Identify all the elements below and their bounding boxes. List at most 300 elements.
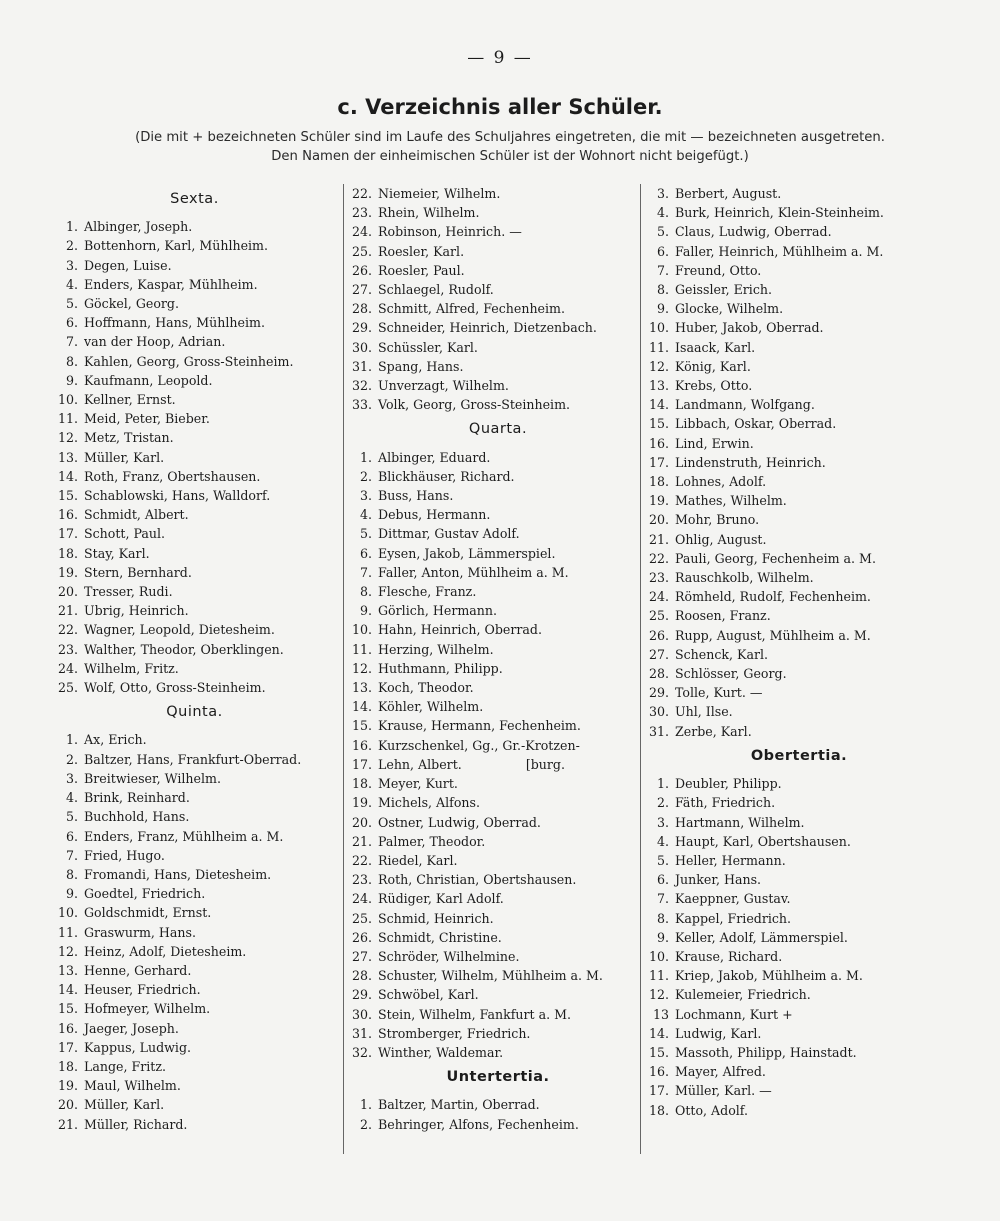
- entry-name: Müller, Karl.: [84, 449, 165, 465]
- student-entry: [649, 947, 949, 966]
- entry-number: 31.: [352, 1025, 373, 1041]
- entry-number: 3.: [656, 814, 669, 830]
- entry-name: Dittmar, Gustav Adolf.: [378, 526, 520, 542]
- student-entry: [649, 510, 949, 529]
- student-entry: [649, 626, 949, 645]
- entry-number: 12.: [352, 660, 373, 676]
- entry-number: 20.: [57, 1097, 78, 1113]
- entry-number: 9.: [656, 929, 669, 945]
- student-entry: [649, 664, 949, 683]
- student-entry: [352, 832, 644, 851]
- entry-name: Niemeier, Wilhelm.: [378, 186, 501, 201]
- student-entry: [52, 865, 337, 884]
- student-entry: [52, 524, 337, 543]
- entry-name: Kappus, Ludwig.: [84, 1039, 192, 1055]
- student-entry: [352, 563, 644, 582]
- student-entry: [352, 659, 644, 678]
- student-entry: [52, 371, 337, 390]
- entry-number: 21.: [352, 833, 373, 849]
- entry-name: Heller, Hermann.: [675, 852, 786, 868]
- student-entry: [352, 1043, 644, 1062]
- entry-name: Schröder, Wilhelmine.: [378, 948, 520, 964]
- entry-name: Heuser, Friedrich.: [84, 982, 201, 998]
- entry-number: 10.: [57, 392, 78, 408]
- entry-name: Unverzagt, Wilhelm.: [378, 378, 509, 394]
- entry-number: 16.: [649, 435, 670, 451]
- entry-name: Mayer, Alfred.: [675, 1064, 766, 1080]
- student-entry: [649, 1024, 949, 1043]
- entry-name: Robinson, Heinrich. —: [378, 224, 522, 240]
- section-heading: Quinta.: [166, 704, 223, 721]
- entry-number: 4.: [656, 205, 669, 221]
- entry-name: Enders, Franz, Mühlheim a. M.: [84, 828, 284, 844]
- entry-number: 8.: [656, 910, 669, 926]
- entry-name: Jaeger, Joseph.: [84, 1020, 179, 1036]
- student-entry: [649, 985, 949, 1004]
- student-entry: [52, 903, 337, 922]
- entry-name: Mathes, Wilhelm.: [675, 493, 787, 509]
- entry-name: Roosen, Franz.: [675, 608, 771, 624]
- entry-name: Fromandi, Hans, Dietesheim.: [84, 866, 272, 882]
- student-list: [52, 730, 337, 1133]
- entry-name: Schablowski, Hans, Walldorf.: [84, 488, 271, 504]
- student-entry: [352, 928, 644, 947]
- section-heading: Sexta.: [170, 191, 219, 207]
- student-entry: [52, 788, 337, 807]
- student-entry: [649, 832, 949, 851]
- entry-name: Keller, Adolf, Lämmerspiel.: [675, 929, 848, 945]
- entry-name: Schlösser, Georg.: [675, 666, 787, 682]
- student-entry: [649, 299, 949, 318]
- column-2: [343, 184, 644, 1154]
- entry-number: 28.: [352, 301, 373, 317]
- student-entry: [52, 563, 337, 582]
- entry-number: 15.: [57, 488, 78, 504]
- entry-name: Schüssler, Karl.: [378, 339, 478, 355]
- entry-number: 6.: [656, 872, 669, 888]
- entry-name: Volk, Georg, Gross-Steinheim.: [378, 397, 571, 413]
- entry-number: 15.: [649, 1044, 670, 1060]
- student-entry: [352, 582, 644, 601]
- student-entry: [352, 395, 644, 414]
- entry-number: 5.: [65, 296, 78, 312]
- entry-name: Landmann, Wolfgang.: [675, 397, 815, 413]
- entry-name: Lohnes, Adolf.: [675, 474, 767, 490]
- entry-number: 1.: [359, 1097, 372, 1113]
- entry-name: Henne, Gerhard.: [84, 962, 192, 978]
- entry-name: Winther, Waldemar.: [378, 1044, 504, 1060]
- entry-name: Goldschmidt, Ernst.: [84, 905, 212, 921]
- student-entry: [649, 909, 949, 928]
- student-entry: [52, 332, 337, 351]
- intro-note: [40, 128, 980, 166]
- entry-name: Krause, Richard.: [675, 948, 783, 964]
- student-entry: [352, 813, 644, 832]
- entry-name: Albinger, Joseph.: [84, 219, 193, 235]
- entry-number: 23.: [649, 570, 670, 586]
- student-entry: [352, 774, 644, 793]
- student-entry: [649, 851, 949, 870]
- student-entry: [52, 807, 337, 826]
- entry-number: 19.: [649, 493, 670, 509]
- entry-name: Kaeppner, Gustav.: [675, 891, 791, 907]
- entry-name: König, Karl.: [675, 358, 751, 374]
- entry-name: Breitwieser, Wilhelm.: [84, 770, 221, 786]
- student-entry: [649, 357, 949, 376]
- entry-number: 27.: [352, 948, 373, 964]
- entry-number: 19.: [352, 795, 373, 811]
- entry-number: 7.: [656, 262, 669, 278]
- entry-name: Kahlen, Georg, Gross-Steinheim.: [84, 353, 294, 369]
- student-entry: [649, 530, 949, 549]
- student-list: [52, 217, 337, 697]
- column-1: [52, 184, 337, 1134]
- entry-number: 9.: [359, 603, 372, 619]
- student-entry: [52, 582, 337, 601]
- student-list: [649, 774, 949, 1120]
- student-entry: [352, 966, 644, 985]
- entry-name: Baltzer, Martin, Oberrad.: [378, 1097, 540, 1113]
- student-entry: [352, 1115, 644, 1134]
- entry-name: Flesche, Franz.: [378, 584, 477, 600]
- student-entry: [52, 217, 337, 236]
- student-entry: [52, 999, 337, 1018]
- student-list: [352, 448, 644, 1063]
- entry-name: Müller, Karl. —: [675, 1083, 772, 1099]
- student-entry: [52, 486, 337, 505]
- student-entry: [52, 1095, 337, 1114]
- entry-number: 15.: [649, 416, 670, 432]
- entry-name: Burk, Heinrich, Klein-Steinheim.: [675, 205, 884, 221]
- entry-number: 14.: [57, 468, 78, 484]
- student-entry: [352, 736, 644, 755]
- entry-name: Kaufmann, Leopold.: [84, 372, 213, 388]
- entry-number: 16.: [352, 737, 373, 753]
- student-entry: [352, 467, 644, 486]
- entry-name: Schlaegel, Rudolf.: [378, 282, 494, 298]
- entry-name: Müller, Karl.: [84, 1097, 165, 1113]
- entry-name: Huthmann, Philipp.: [378, 660, 503, 676]
- entry-name: Römheld, Rudolf, Fechenheim.: [675, 589, 871, 605]
- entry-number: 29.: [352, 987, 373, 1003]
- entry-name: Wagner, Leopold, Dietesheim.: [84, 622, 275, 638]
- student-entry: [352, 716, 644, 735]
- entry-number: 5.: [359, 526, 372, 542]
- student-entry: [52, 1076, 337, 1095]
- entry-name: Schneider, Heinrich, Dietzenbach.: [378, 320, 597, 336]
- entry-number: 25.: [649, 608, 670, 624]
- entry-name: Göckel, Georg.: [84, 296, 179, 312]
- entry-number: 18.: [649, 1102, 670, 1118]
- entry-name: Debus, Hermann.: [378, 507, 491, 523]
- student-entry: [352, 601, 644, 620]
- entry-name: Ax, Erich.: [84, 732, 147, 748]
- student-entry: [649, 722, 949, 741]
- entry-name: Bottenhorn, Karl, Mühlheim.: [84, 238, 269, 254]
- entry-number: 24.: [352, 224, 373, 240]
- entry-name: Hoffmann, Hans, Mühlheim.: [84, 315, 265, 331]
- entry-number: 13: [652, 1006, 669, 1022]
- student-entry: [649, 587, 949, 606]
- entry-name: Huber, Jakob, Oberrad.: [675, 320, 824, 336]
- student-entry: [649, 453, 949, 472]
- entry-number: 18.: [57, 545, 78, 561]
- entry-number: 26.: [352, 929, 373, 945]
- student-entry: [649, 491, 949, 510]
- entry-number: 6.: [359, 545, 372, 561]
- student-entry: [649, 242, 949, 261]
- entry-number: 7.: [359, 564, 372, 580]
- student-entry: [352, 985, 644, 1004]
- page-title: c. Verzeichnis aller Schüler.: [337, 95, 663, 119]
- entry-name: Lochmann, Kurt +: [675, 1006, 793, 1022]
- student-entry: [52, 256, 337, 275]
- intro-line: Den Namen der einheimischen Schüler ist der Wohnort nicht beigefügt.): [271, 149, 749, 164]
- entry-name: Krebs, Otto.: [675, 378, 753, 394]
- student-entry: [649, 472, 949, 491]
- entry-name: Lange, Fritz.: [84, 1058, 166, 1074]
- student-entry: [52, 294, 337, 313]
- entry-number: 25.: [352, 910, 373, 926]
- entry-number: 16.: [57, 1020, 78, 1036]
- entry-name: Schmidt, Albert.: [84, 507, 189, 523]
- entry-name: Riedel, Karl.: [378, 852, 458, 868]
- entry-name: Stromberger, Friedrich.: [378, 1025, 531, 1041]
- entry-name: Roesler, Karl.: [378, 243, 465, 259]
- student-entry: [352, 242, 644, 261]
- entry-name: Kurzschenkel, Gg., Gr.-Krotzen-: [378, 737, 580, 753]
- student-entry: [52, 313, 337, 332]
- student-entry: [52, 1115, 337, 1134]
- entry-number: 18.: [57, 1058, 78, 1074]
- entry-number: 1.: [656, 776, 669, 792]
- student-entry: [649, 1081, 949, 1100]
- entry-number: 32.: [352, 1044, 373, 1060]
- entry-name: Schott, Paul.: [84, 526, 166, 542]
- entry-number: 11.: [649, 339, 670, 355]
- entry-number: 28.: [649, 666, 670, 682]
- entry-number: 32.: [352, 378, 373, 394]
- student-entry: [352, 697, 644, 716]
- entry-name: Kappel, Friedrich.: [675, 910, 792, 926]
- entry-number: 7.: [65, 334, 78, 350]
- student-list: [352, 184, 644, 414]
- entry-number: 30.: [352, 1006, 373, 1022]
- student-entry: [52, 428, 337, 447]
- entry-name: Buss, Hans.: [378, 488, 454, 504]
- student-entry: [352, 448, 644, 467]
- entry-number: 15.: [57, 1001, 78, 1017]
- entry-number: 22.: [57, 622, 78, 638]
- entry-name: Geissler, Erich.: [675, 282, 772, 298]
- student-entry: [649, 280, 949, 299]
- student-entry: [352, 640, 644, 659]
- entry-name: Müller, Richard.: [84, 1116, 188, 1132]
- entry-number: 16.: [649, 1064, 670, 1080]
- entry-name: Rhein, Wilhelm.: [378, 205, 480, 221]
- entry-number: 12.: [649, 987, 670, 1003]
- entry-number: 11.: [57, 924, 78, 940]
- entry-number: 5.: [656, 224, 669, 240]
- student-entry: [52, 467, 337, 486]
- entry-name: Degen, Luise.: [84, 257, 172, 273]
- entry-number: 14.: [57, 982, 78, 998]
- entry-number: 12.: [57, 943, 78, 959]
- entry-number: 33.: [352, 397, 373, 413]
- student-entry: [352, 1095, 644, 1114]
- entry-number: 8.: [65, 353, 78, 369]
- entry-name: Heinz, Adolf, Dietesheim.: [84, 943, 247, 959]
- entry-name: Schuster, Wilhelm, Mühlheim a. M.: [378, 968, 603, 984]
- entry-number: 18.: [352, 776, 373, 792]
- student-entry: [52, 923, 337, 942]
- student-entry: [352, 222, 644, 241]
- entry-name: Meyer, Kurt.: [378, 776, 458, 792]
- entry-name: Fried, Hugo.: [84, 847, 165, 863]
- student-entry: [649, 222, 949, 241]
- entry-number: 21.: [57, 603, 78, 619]
- entry-number: 2.: [359, 1116, 372, 1132]
- entry-number: 29.: [649, 685, 670, 701]
- student-entry: [352, 505, 644, 524]
- student-entry: [352, 851, 644, 870]
- entry-name: Krause, Hermann, Fechenheim.: [378, 718, 581, 734]
- student-entry: [52, 659, 337, 678]
- entry-number: 26.: [649, 627, 670, 643]
- entry-name: Wolf, Otto, Gross-Steinheim.: [84, 680, 266, 696]
- section-heading: Untertertia.: [446, 1069, 550, 1086]
- entry-name: Blickhäuser, Richard.: [378, 468, 515, 484]
- student-entry: [649, 1062, 949, 1081]
- entry-number: 17.: [649, 1083, 670, 1099]
- entry-name: Lehn, Albert. [burg.: [378, 756, 565, 772]
- entry-name: Roth, Christian, Obertshausen.: [378, 872, 577, 888]
- entry-number: 1.: [65, 732, 78, 748]
- entry-name: Spang, Hans.: [378, 358, 464, 374]
- entry-name: Fäth, Friedrich.: [675, 795, 776, 811]
- entry-number: 9.: [65, 372, 78, 388]
- entry-number: 17.: [57, 526, 78, 542]
- entry-number: 17.: [649, 454, 670, 470]
- entry-number: 3.: [65, 257, 78, 273]
- student-entry: [649, 774, 949, 793]
- entry-name: Ludwig, Karl.: [675, 1025, 762, 1041]
- entry-number: 12.: [57, 430, 78, 446]
- entry-number: 11.: [352, 641, 373, 657]
- student-entry: [52, 1057, 337, 1076]
- student-entry: [352, 318, 644, 337]
- student-entry: [352, 184, 644, 203]
- entry-name: Rüdiger, Karl Adolf.: [378, 891, 504, 907]
- student-entry: [52, 827, 337, 846]
- entry-name: Köhler, Wilhelm.: [378, 699, 484, 715]
- student-entry: [352, 357, 644, 376]
- entry-name: Tresser, Rudi.: [84, 584, 173, 600]
- entry-number: 4.: [65, 276, 78, 292]
- student-entry: [649, 606, 949, 625]
- entry-number: 3.: [359, 488, 372, 504]
- student-entry: [649, 645, 949, 664]
- student-entry: [352, 678, 644, 697]
- entry-number: 31.: [649, 723, 670, 739]
- entry-number: 10.: [352, 622, 373, 638]
- student-entry: [649, 1101, 949, 1120]
- section-heading: Quarta.: [468, 421, 528, 438]
- entry-name: Kulemeier, Friedrich.: [675, 987, 811, 1003]
- student-entry: [649, 338, 949, 357]
- student-entry: [649, 261, 949, 280]
- entry-name: Kellner, Ernst.: [84, 392, 176, 408]
- student-entry: [352, 870, 644, 889]
- entry-name: Ohlig, August.: [675, 531, 767, 547]
- entry-name: Pauli, Georg, Fechenheim a. M.: [675, 550, 876, 566]
- student-entry: [352, 793, 644, 812]
- section-heading: Obertertia.: [750, 747, 848, 764]
- entry-name: Tolle, Kurt. —: [675, 685, 763, 701]
- student-entry: [649, 568, 949, 587]
- entry-number: 19.: [57, 1078, 78, 1094]
- entry-name: Glocke, Wilhelm.: [675, 301, 784, 317]
- student-entry: [649, 683, 949, 702]
- entry-number: 10.: [649, 320, 670, 336]
- entry-name: Ostner, Ludwig, Oberrad.: [378, 814, 541, 830]
- student-entry: [52, 275, 337, 294]
- entry-number: 27.: [649, 646, 670, 662]
- entry-name: Buchhold, Hans.: [84, 809, 190, 825]
- student-entry: [352, 376, 644, 395]
- entry-name: Junker, Hans.: [675, 872, 762, 888]
- student-entry: [52, 1038, 337, 1057]
- student-entry: [352, 261, 644, 280]
- student-entry: [52, 409, 337, 428]
- student-entry: [52, 1019, 337, 1038]
- student-entry: [52, 846, 337, 865]
- student-entry: [52, 884, 337, 903]
- entry-name: Rupp, August, Mühlheim a. M.: [675, 627, 871, 643]
- entry-number: 20.: [649, 512, 670, 528]
- entry-number: 8.: [359, 584, 372, 600]
- entry-number: 24.: [57, 660, 78, 676]
- student-entry: [52, 678, 337, 697]
- entry-number: 14.: [649, 1025, 670, 1041]
- entry-name: Schmidt, Christine.: [378, 929, 502, 945]
- entry-name: Ubrig, Heinrich.: [84, 603, 189, 619]
- student-entry: [649, 414, 949, 433]
- student-entry: [352, 486, 644, 505]
- student-entry: [52, 961, 337, 980]
- intro-line: (Die mit + bezeichneten Schüler sind im Laufe des Schuljahres eingetreten, die mit — bezeichneten ausgetreten.: [135, 130, 885, 145]
- student-entry: [52, 980, 337, 999]
- student-entry: [352, 947, 644, 966]
- entry-number: 11.: [649, 968, 670, 984]
- entry-number: 30.: [649, 704, 670, 720]
- entry-number: 14.: [352, 699, 373, 715]
- entry-number: 2.: [65, 238, 78, 254]
- entry-name: van der Hoop, Adrian.: [84, 334, 226, 350]
- entry-number: 5.: [65, 809, 78, 825]
- student-entry: [352, 909, 644, 928]
- student-entry: [649, 928, 949, 947]
- entry-name: Rauschkolb, Wilhelm.: [675, 570, 814, 586]
- entry-name: Brink, Reinhard.: [84, 790, 190, 806]
- entry-name: Roesler, Paul.: [378, 262, 465, 278]
- entry-number: 23.: [57, 641, 78, 657]
- entry-name: Isaack, Karl.: [675, 339, 756, 355]
- entry-name: Hartmann, Wilhelm.: [675, 814, 805, 830]
- entry-name: Hahn, Heinrich, Oberrad.: [378, 622, 542, 638]
- student-entry: [352, 620, 644, 639]
- student-entry: [649, 702, 949, 721]
